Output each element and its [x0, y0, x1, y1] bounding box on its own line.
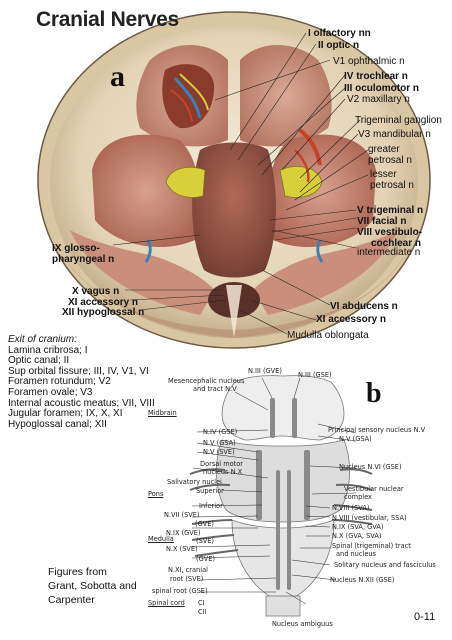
- figure-a-letter: a: [110, 60, 125, 93]
- figure-credit: Figures from Grant, Sobotta and Carpenter: [48, 566, 137, 606]
- exit-line: Optic canal; II: [8, 355, 70, 367]
- exit-line: Hypoglossal canal; XII: [8, 418, 107, 430]
- label-optic-n: II optic n: [318, 40, 360, 51]
- label-b-n9-sva: N.IX (SVA, GVA): [332, 523, 384, 531]
- label-facial-n: VII facial n: [357, 216, 407, 227]
- label-abducens-n: VI abducens n: [330, 301, 398, 312]
- label-b-n7-gve: (GVE): [195, 520, 214, 528]
- label-b-n5-sve: N.V (SVE): [203, 448, 235, 456]
- label-b-n4-gse: N.IV (GSE): [203, 428, 238, 436]
- page-number: 0-11: [414, 611, 436, 623]
- label-b-solitary: Solitary nucleus and fasciculus: [334, 561, 436, 569]
- label-b-midbrain: Midbrain: [148, 409, 177, 417]
- label-b-spinal-trigeminal-1: Spinal (trigeminal) tract: [332, 542, 411, 550]
- label-b-mesencephalic-2: and tract N.V: [193, 385, 237, 393]
- label-b-medulla: Medulla: [148, 535, 174, 543]
- label-b-n3-gse: N.III (GSE): [298, 371, 332, 379]
- label-b-n11-cranial-2: root (SVE): [170, 575, 204, 583]
- label-b-pons: Pons: [148, 490, 164, 498]
- label-b-n11-cranial-1: N.XI, cranial: [168, 566, 208, 574]
- label-intermediate-n: intermediate n: [357, 247, 421, 258]
- brainstem-region: [192, 143, 276, 278]
- label-b-vestibular-1: Vestibular nuclear: [344, 485, 404, 493]
- label-accessory-n-right: XI accessory n: [316, 314, 387, 325]
- page-title: Cranial Nerves: [36, 8, 179, 31]
- label-b-n10-gve: (GVE): [196, 555, 215, 563]
- label-vestibulocochlear-2: cochlear n: [371, 238, 422, 249]
- label-ophthalmic-n: V1 ophthalmic n: [333, 56, 405, 67]
- label-oculomotor-n: III oculomotor n: [344, 83, 419, 94]
- label-b-n10-gva: N.X (GVA, SVA): [332, 532, 382, 540]
- label-b-dorsal-motor-2: nucleus N.X: [203, 468, 243, 476]
- label-mandibular-n: V3 mandibular n: [358, 129, 431, 140]
- label-lesser-petrosal-1: lesser: [370, 169, 397, 180]
- label-b-superior: Superior: [196, 487, 224, 495]
- label-vagus-n: X vagus n: [72, 286, 120, 297]
- label-b-principal-sensory: Principal sensory nucleus N.V: [328, 426, 426, 434]
- exit-line: Jugular foramen; IX, X, XI: [8, 408, 123, 420]
- label-b-c2: CII: [198, 608, 207, 616]
- label-b-n8-vestibular: N.VIII (vestibular, SSA): [332, 514, 407, 522]
- exit-line: Internal acoustic meatus; VII, VIII: [8, 397, 155, 409]
- label-b-vestibular-2: complex: [344, 493, 372, 501]
- label-hypoglossal-n: XII hypoglossal n: [62, 307, 145, 318]
- label-greater-petrosal-2: petrosal n: [368, 155, 412, 166]
- anterior-fossa-right: [240, 45, 332, 146]
- label-b-inferior: Inferior: [199, 502, 223, 510]
- label-b-n7-sve: N.VII (SVE): [164, 511, 200, 519]
- label-b-n8-sva: N.VIII (SVA): [332, 504, 370, 512]
- label-glossopharyngeal-1: IX glosso-: [52, 243, 100, 254]
- exit-line: Foramen rotundum; V2: [8, 376, 111, 388]
- label-b-dorsal-motor-1: Dorsal motor: [200, 460, 244, 468]
- label-b-salivatory: Salivatory nuclei: [167, 478, 222, 486]
- label-b-n5-gsa: N.V (GSA): [203, 439, 236, 447]
- label-trochlear-n: IV trochlear n: [344, 71, 408, 82]
- label-b-mesencephalic-1: Mesencephalic nucleus: [168, 377, 245, 385]
- label-b-spinal-trigeminal-2: and nucleus: [336, 550, 376, 558]
- exit-line: Lamina cribrosa; I: [8, 344, 88, 356]
- label-b-spinal-cord: Spinal cord: [148, 599, 185, 607]
- label-lesser-petrosal-2: petrosal n: [370, 180, 414, 191]
- label-b-sve: (SVE): [196, 537, 215, 545]
- figure-b-letter: b: [366, 378, 382, 409]
- label-medulla-oblongata: Mudulla oblongata: [287, 330, 369, 341]
- label-b-nucleus-ambiguus: Nucleus ambiguus: [272, 620, 333, 628]
- label-accessory-n-left: XI accessory n: [68, 297, 139, 308]
- exit-heading: Exit of cranium:: [8, 334, 77, 345]
- label-vestibulocochlear-1: VIII vestibulo-: [357, 227, 423, 238]
- label-olfactory-nn: I olfactory nn: [308, 28, 371, 39]
- label-trigeminal-ganglion: Trigeminal ganglion: [355, 115, 442, 126]
- exit-line: Foramen ovale; V3: [8, 386, 93, 398]
- label-glossopharyngeal-2: pharyngeal n: [52, 254, 115, 265]
- label-b-nucleus-n6: Nucleus N.VI (GSE): [339, 463, 402, 471]
- label-b-n3-gve: N.III (GVE): [248, 367, 282, 375]
- label-b-spinal-root: spinal root (GSE): [152, 587, 208, 595]
- exit-line: Sup orbital fissure; III, IV, V1, VI: [8, 365, 149, 377]
- label-b-n5-gsa-right: N.V (GSA): [339, 435, 372, 443]
- label-maxillary-n: V2 maxillary n: [347, 94, 410, 105]
- label-greater-petrosal-1: greater: [368, 144, 400, 155]
- label-b-c1: CI: [198, 599, 205, 607]
- label-trigeminal-n: V trigeminal n: [357, 205, 424, 216]
- label-b-nucleus-n12: Nucleus N.XII (GSE): [330, 576, 395, 584]
- label-b-n10-sve: N.X (SVE): [166, 545, 198, 553]
- label-b-n9-gve: N.IX (GVE): [166, 529, 201, 537]
